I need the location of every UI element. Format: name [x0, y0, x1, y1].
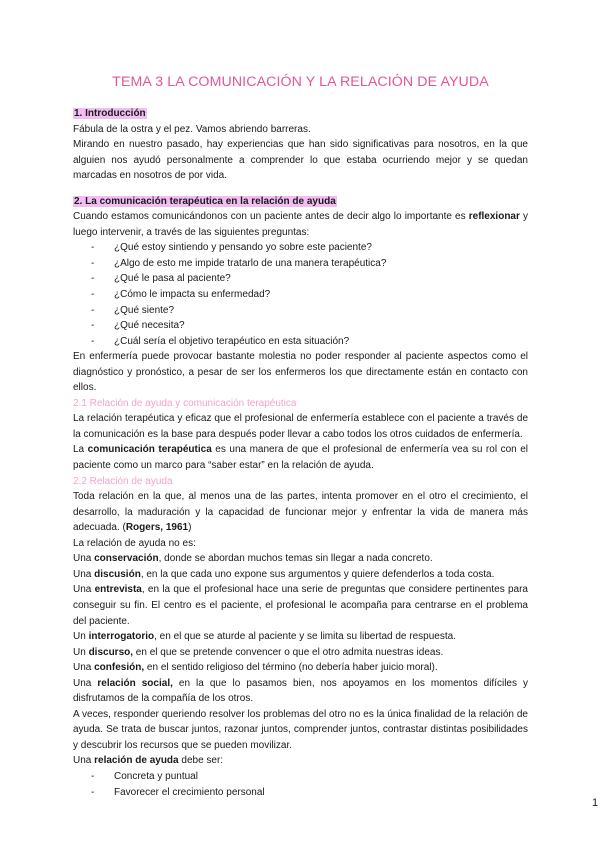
text-span: Un — [73, 646, 89, 658]
text-span: y luego intervenir, a través de las siguientes preguntas: — [73, 211, 529, 238]
list-item: - ¿Cómo le impacta su enfermedad? — [73, 287, 528, 303]
paragraph: La relación terapéutica y eficaz que el profesional de enfermería establece con el paciente a través de la comunicación es la base para después poder llevar a cabo todos los otros cuidados de enfermería. — [73, 413, 528, 440]
list-item — [73, 660, 528, 676]
document-title: TEMA 3 LA COMUNICACIÓN Y LA RELACIÓN DE AYUDA — [112, 74, 489, 90]
question-list — [73, 240, 528, 349]
list-item — [73, 551, 528, 567]
bold-term: confesión, — [94, 662, 145, 674]
list-item: - ¿Qué siente? — [73, 303, 528, 319]
text-span: Una — [73, 755, 95, 767]
text-span: Cuando estamos comunicándonos con un paciente antes de decir algo lo importante es — [73, 211, 466, 223]
list-item — [73, 582, 528, 629]
paragraph — [73, 209, 528, 240]
subsection-heading-2-1: 2.1 Relación de ayuda y comunicación terapéutica — [73, 397, 297, 409]
bold-term: discusión — [94, 568, 141, 580]
text-span: , en el que se aturde al paciente y se limita su libertad de respuesta. — [154, 631, 456, 643]
list-item — [73, 645, 528, 661]
text-span: en la que lo pasamos bien, nos apoyamos en los momentos difíciles y disfrutamos de la compañía de los otros. — [73, 677, 528, 705]
text-span: , donde se abordan muchos temas sin llegar a nada concreto. — [158, 553, 433, 565]
paragraph — [73, 489, 528, 536]
list-item: - ¿Qué necesita? — [73, 318, 528, 334]
text-span: ) — [188, 522, 192, 534]
text-span: Una — [73, 568, 95, 580]
section-heading-comunicacion-terapeutica: 2. La comunicación terapéutica en la relación de ayuda — [74, 195, 336, 207]
text-span: Una — [73, 553, 95, 565]
bold-term: relación de ayuda — [94, 755, 179, 767]
bold-term: relación social, — [97, 677, 173, 689]
paragraph: A veces, responder queriendo resolver los problemas del otro no es la única finalidad de la relación de ayuda. Se trata de buscar juntos, razonar juntos, comprender juntos, contrastar distintas posibilidades y descubrir los recursos que se pueden movilizar. — [73, 708, 528, 751]
list-item — [73, 567, 528, 583]
page-number: 1 — [592, 797, 599, 809]
bold-term: reflexionar — [468, 211, 520, 223]
list-item: - ¿Cuál sería el objetivo terapéutico en esta situación? — [73, 334, 528, 350]
text-span: Toda relación en la que, al menos una de las partes, intenta promover en el otro el crecimiento, el desarrollo, la maduración y la capacidad de funcionar mejor y enfrentar la vida de manera más adecuada. ( — [73, 491, 528, 534]
list-item: - ¿Qué estoy sintiendo y pensando yo sobre este paciente? — [73, 240, 528, 256]
paragraph: La relación de ayuda no es: — [73, 537, 196, 549]
list-item: - ¿Qué le pasa al paciente? — [73, 271, 528, 287]
paragraph: Fábula de la ostra y el pez. Vamos abriendo barreras. — [73, 123, 311, 135]
paragraph: En enfermería puede provocar bastante molestia no poder responder al paciente aspectos como el diagnóstico y pronóstico, a pesar de ser los enfermeros los que directamente están en contacto con ellos. — [73, 351, 528, 394]
list-item — [73, 629, 528, 645]
bold-term: interrogatorio — [88, 631, 155, 643]
paragraph — [73, 442, 528, 473]
list-item: - Concreta y puntual — [73, 769, 528, 785]
citation: Rogers, 1961 — [125, 522, 189, 534]
bold-term: entrevista — [94, 584, 142, 596]
document-body — [73, 106, 528, 800]
text-span: , en la que cada uno expone sus argumentos y quiere defenderlos a toda costa. — [140, 568, 495, 580]
text-span: en el sentido religioso del término (no debería haber juicio moral). — [144, 662, 438, 674]
text-span: debe ser: — [178, 755, 224, 767]
paragraph: Mirando en nuestro pasado, hay experiencias que han sido significativas para nosotros, en la que alguien nos ayudó personalmente a comprender lo que estaba ocurriendo mejor y se quedan marcadas en nosotros de por vida. — [73, 139, 528, 182]
bold-term: comunicación terapéutica — [87, 444, 212, 456]
subsection-heading-2-2: 2.2 Relación de ayuda — [73, 475, 173, 487]
list-item — [73, 676, 528, 707]
text-span: Una — [73, 662, 95, 674]
paragraph — [73, 753, 528, 769]
text-span: es una manera de que el profesional de enfermería vea su rol con el paciente como un marco para “saber estar” en la relación de ayuda. — [73, 444, 528, 472]
bold-term: conservación — [94, 553, 159, 565]
text-span: en el que se pretende convencer o que el otro admita nuestras ideas. — [133, 646, 444, 658]
text-span: La — [73, 444, 88, 456]
text-span: , en la que el profesional hace una serie de preguntas que considere pertinentes para conseguir su fin. El centro es el paciente, el profesional le acompaña para centrarse en el problema del paciente. — [73, 584, 528, 627]
list-item: - ¿Algo de esto me impide tratarlo de una manera terapéutica? — [73, 256, 528, 272]
requirements-list — [73, 769, 528, 800]
list-item: - Favorecer el crecimiento personal — [73, 785, 528, 801]
bold-term: discurso, — [88, 646, 134, 658]
section-heading-introduccion: 1. Introducción — [74, 108, 146, 119]
text-span: Una — [73, 584, 95, 596]
text-span: Un — [73, 631, 89, 643]
text-span: Una — [73, 677, 98, 689]
